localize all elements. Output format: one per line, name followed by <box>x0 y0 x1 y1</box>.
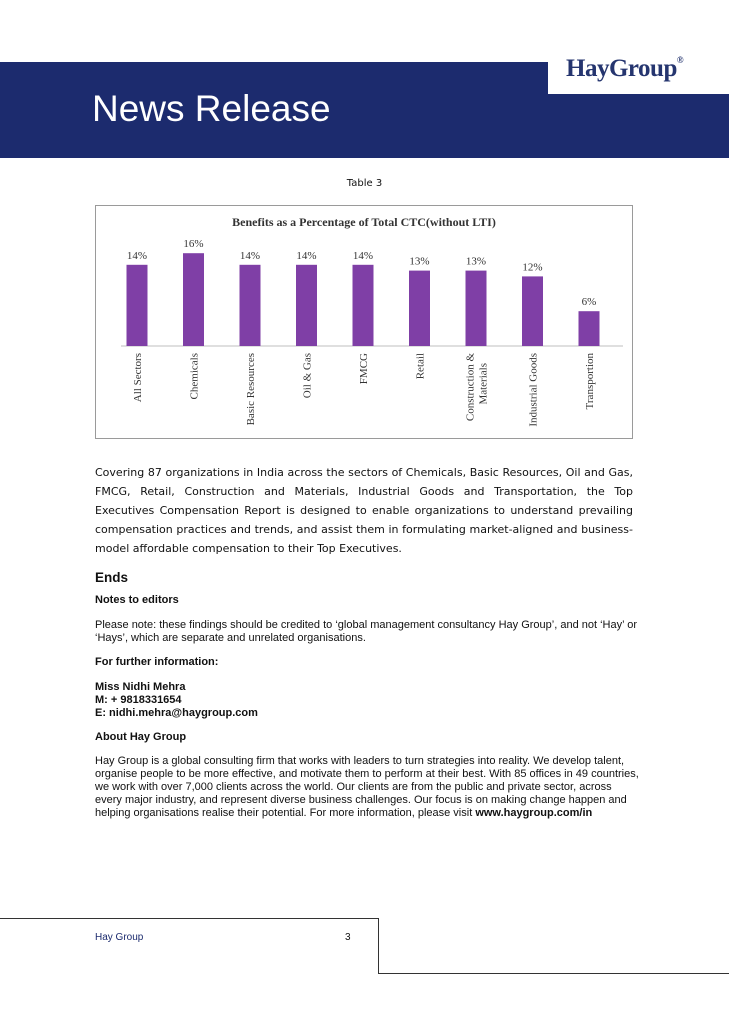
data-label: 14% <box>296 249 317 262</box>
category-label: Retail <box>414 353 427 380</box>
contact-email[interactable]: E: nidhi.mehra@haygroup.com <box>95 707 258 719</box>
category-label: All Sectors <box>132 353 144 403</box>
benefits-chart <box>95 205 633 439</box>
data-label: 13% <box>409 255 430 268</box>
footer-rule <box>0 918 378 919</box>
bar-basic-resources <box>240 265 261 346</box>
bar-fmcg <box>353 265 374 346</box>
table-caption: Table 3 <box>346 178 383 189</box>
bar-construction-materials <box>466 271 487 346</box>
data-label: 13% <box>465 255 487 268</box>
further-info-heading: For further information: <box>95 656 219 668</box>
category-label: Oil & Gas <box>301 353 314 399</box>
about-heading: About Hay Group <box>95 731 187 743</box>
data-label: 14% <box>352 249 374 262</box>
data-label: 16% <box>183 238 204 251</box>
data-label: 14% <box>126 249 148 262</box>
footer-company: Hay Group <box>95 932 144 943</box>
notes-heading: Notes to editors <box>95 594 179 606</box>
footer-page-number: 3 <box>345 932 351 943</box>
note-text: Please note: these findings should be credited to ‘global management consultancy Hay Group’, and not ‘Hay’ or ‘Hays’, which are separate and unrelated organisations. <box>95 619 637 644</box>
contact-phone: M: + 9818331654 <box>95 694 182 706</box>
page-title: News Release <box>92 88 331 129</box>
haygroup-logo <box>566 55 683 83</box>
data-label: 6% <box>581 296 597 309</box>
chart-svg <box>95 205 633 439</box>
category-label: Transportion <box>584 353 596 410</box>
bar-retail <box>409 271 430 346</box>
bar-transportion <box>579 311 600 346</box>
bar-chemicals <box>183 253 204 346</box>
category-label: Industrial Goods <box>527 353 540 427</box>
category-label: Basic Resources <box>245 353 257 426</box>
logo-mark: ® <box>676 54 684 65</box>
bar-oil-gas <box>296 265 317 346</box>
ends-heading: Ends <box>95 570 129 585</box>
body-paragraph: Covering 87 organizations in India across the sectors of Chemicals, Basic Resources, Oil and Gas, FMCG, Retail, Construction and Materials, Industrial Goods and Transportation, the Top Executives Compensation Report is designed to enable organizations to understand prevailing compensation practices and trends, and assist them in formulating market-aligned and business-model affordable compensation to their Top Executives. <box>95 466 633 555</box>
contact-name: Miss Nidhi Mehra <box>95 681 186 693</box>
bar-all-sectors <box>127 265 148 346</box>
footer-rule-vertical <box>378 918 379 973</box>
category-label: Construction &Materials <box>464 353 490 422</box>
chart-title: Benefits as a Percentage of Total CTC(without LTI) <box>232 215 496 229</box>
data-label: 14% <box>239 249 261 262</box>
about-body: Hay Group is a global consulting firm that works with leaders to turn strategies into reality. We develop talent, organise people to be more effective, and motivate them to perform at their best. With 85 offices in 49 countries, we work with over 7,000 clients across the world. Our clients are from the public and private sector, across every major industry, and represent diverse business challenges. Our focus is on making change happen and helping organisations realise their potential. For more information, please visit <box>95 755 639 819</box>
footer-rule-lower <box>378 973 729 974</box>
category-label: Chemicals <box>188 353 201 400</box>
about-text <box>95 755 640 820</box>
contact-block <box>95 681 258 720</box>
category-label: FMCG <box>358 353 370 385</box>
about-link[interactable]: www.haygroup.com/in <box>475 807 593 819</box>
logo-text: HayGroup <box>566 55 677 82</box>
bar-industrial-goods <box>522 276 543 346</box>
data-label: 12% <box>522 261 543 274</box>
